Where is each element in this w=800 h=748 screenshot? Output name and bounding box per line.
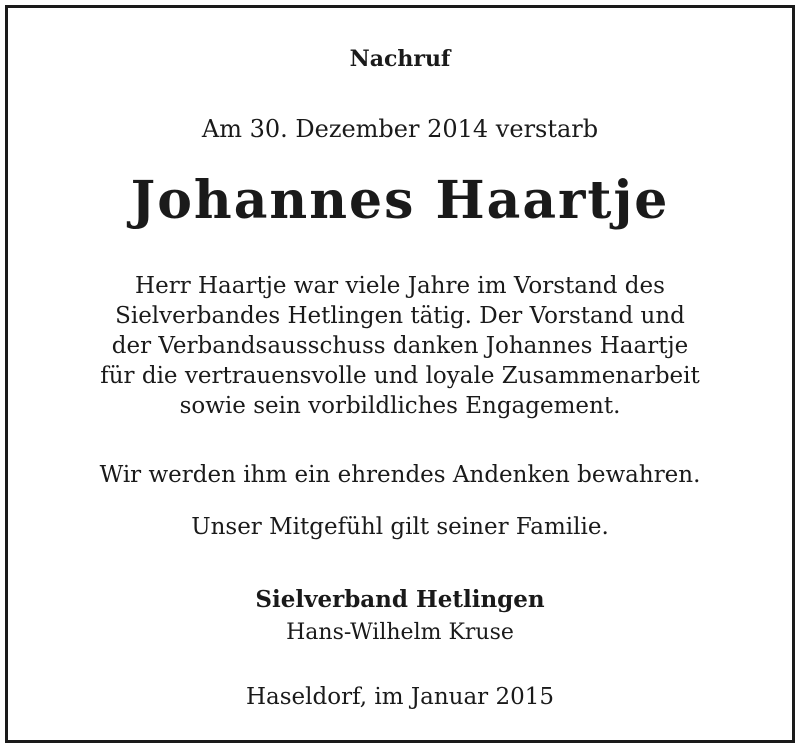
remembrance-line: Wir werden ihm ein ehrendes Andenken bewahren.: [99, 462, 701, 488]
notice-heading: Nachruf: [349, 46, 451, 72]
tribute-paragraph: [8, 271, 792, 421]
deceased-name: Johannes Haartje: [130, 170, 670, 231]
tribute-line: Herr Haartje war viele Jahre im Vorstand des: [135, 273, 665, 299]
tribute-line: für die vertrauensvolle und loyale Zusammenarbeit: [100, 363, 700, 389]
tribute-line: Sielverbandes Hetlingen tätig. Der Vorstand und: [115, 303, 685, 329]
death-date-line: Am 30. Dezember 2014 verstarb: [201, 115, 599, 143]
obituary-frame: [5, 5, 795, 743]
condolence-line: Unser Mitgefühl gilt seiner Familie.: [191, 514, 609, 540]
organization-name: Sielverband Hetlingen: [255, 586, 545, 613]
signer-name: Hans-Wilhelm Kruse: [286, 620, 514, 645]
place-date-line: Haseldorf, im Januar 2015: [245, 684, 554, 710]
tribute-line: sowie sein vorbildliches Engagement.: [179, 393, 621, 419]
tribute-line: der Verbandsausschuss danken Johannes Haartje: [111, 333, 689, 359]
